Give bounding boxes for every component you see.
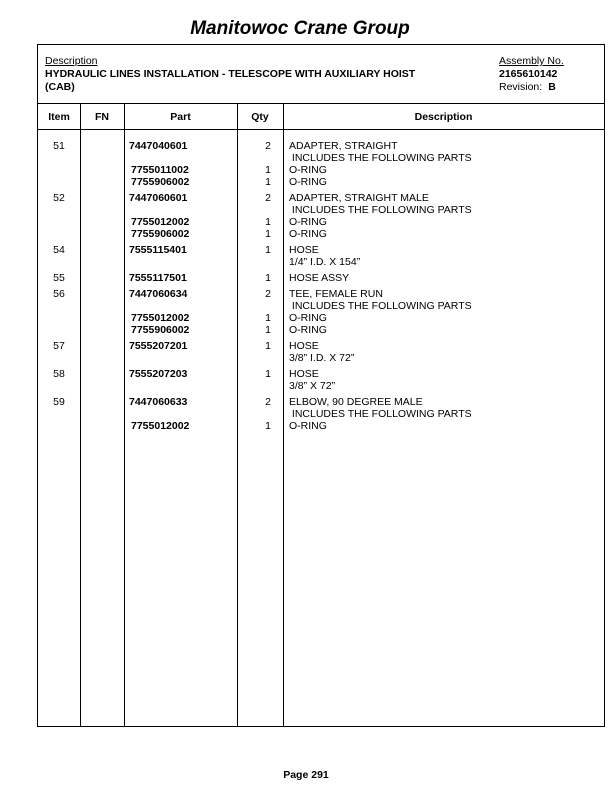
column-header-row: [38, 104, 604, 130]
part-number: 7755906002: [131, 228, 190, 240]
part-description: INCLUDES THE FOLLOWING PARTS: [289, 300, 472, 312]
assembly-description-line-2: (CAB): [45, 81, 75, 93]
revision: [499, 81, 556, 93]
quantity: 1: [265, 324, 271, 336]
assembly-number: 2165610142: [499, 68, 558, 80]
quantity: 1: [265, 176, 271, 188]
part-description: O-RING: [289, 324, 327, 336]
item-number: 52: [53, 192, 65, 204]
part-description: O-RING: [289, 216, 327, 228]
part-description: HOSE ASSY: [289, 272, 350, 284]
part-description: 3/8” X 72”: [289, 380, 336, 392]
revision-value: B: [548, 81, 556, 93]
column-header-item: Item: [48, 111, 70, 123]
part-description: TEE, FEMALE RUN: [289, 288, 383, 300]
document-title: Manitowoc Crane Group: [190, 18, 410, 39]
part-number: 7755011002: [131, 164, 189, 176]
column-header-description: Description: [414, 111, 473, 123]
part-description: HOSE: [289, 244, 319, 256]
table-row: [38, 272, 604, 284]
part-description: O-RING: [289, 312, 327, 324]
part-number: 7447040601: [129, 140, 188, 152]
part-description: INCLUDES THE FOLLOWING PARTS: [289, 204, 472, 216]
part-number: 7755012002: [131, 420, 190, 432]
table-row: [38, 140, 604, 152]
part-description: INCLUDES THE FOLLOWING PARTS: [289, 408, 472, 420]
quantity: 1: [265, 420, 271, 432]
assembly-number-label: Assembly No.: [499, 55, 564, 67]
quantity: 1: [265, 164, 271, 176]
table-row: [38, 244, 604, 256]
table-row: [38, 368, 604, 380]
part-number: 7447060601: [129, 192, 188, 204]
part-number: 7555115401: [129, 244, 187, 256]
part-description: ELBOW, 90 DEGREE MALE: [289, 396, 423, 408]
revision-label: Revision:: [499, 81, 543, 93]
table-row: [38, 164, 604, 176]
table-row: [38, 152, 604, 164]
item-number: 56: [53, 288, 65, 300]
part-description: ADAPTER, STRAIGHT MALE: [289, 192, 429, 204]
quantity: 1: [265, 244, 271, 256]
table-row: [38, 312, 604, 324]
quantity: 2: [265, 140, 271, 152]
column-header-qty: Qty: [251, 111, 269, 123]
part-description: INCLUDES THE FOLLOWING PARTS: [289, 152, 472, 164]
part-number: 7755012002: [131, 312, 190, 324]
part-number: 7755012002: [131, 216, 190, 228]
quantity: 2: [265, 192, 271, 204]
part-description: O-RING: [289, 176, 327, 188]
quantity: 2: [265, 288, 271, 300]
part-description: O-RING: [289, 228, 327, 240]
quantity: 1: [265, 272, 271, 284]
column-header-part: Part: [170, 111, 191, 123]
assembly-description-line-1: HYDRAULIC LINES INSTALLATION - TELESCOPE WITH AUXILIARY HOIST: [45, 68, 416, 80]
table-row: [38, 288, 604, 300]
part-number: 7447060634: [129, 288, 188, 300]
part-number: 7555207201: [129, 340, 188, 352]
table-row: [38, 228, 604, 240]
description-label: Description: [45, 55, 98, 67]
table-row: [38, 300, 604, 312]
table-row: [38, 352, 604, 364]
part-number: 7755906002: [131, 176, 190, 188]
item-number: 59: [53, 396, 65, 408]
table-row: [38, 192, 604, 204]
table-row: [38, 176, 604, 188]
item-number: 55: [53, 272, 65, 284]
part-description: HOSE: [289, 340, 319, 352]
table-row: [38, 340, 604, 352]
page-number: Page 291: [283, 769, 329, 781]
part-number: 7447060633: [129, 396, 188, 408]
part-description: HOSE: [289, 368, 319, 380]
part-number: 7755906002: [131, 324, 190, 336]
part-description: 3/8” I.D. X 72”: [289, 352, 355, 364]
table-row: [38, 380, 604, 392]
parts-list-frame: [37, 44, 605, 727]
item-number: 51: [53, 140, 65, 152]
assembly-header: [38, 45, 604, 104]
quantity: 1: [265, 368, 271, 380]
part-number: 7555207203: [129, 368, 188, 380]
quantity: 1: [265, 312, 271, 324]
table-row: [38, 420, 604, 432]
table-row: [38, 324, 604, 336]
part-number: 7555117501: [129, 272, 187, 284]
item-number: 54: [53, 244, 65, 256]
item-number: 57: [53, 340, 65, 352]
part-description: O-RING: [289, 164, 327, 176]
item-number: 58: [53, 368, 65, 380]
part-description: ADAPTER, STRAIGHT: [289, 140, 398, 152]
quantity: 1: [265, 216, 271, 228]
table-row: [38, 396, 604, 408]
table-row: [38, 408, 604, 420]
quantity: 1: [265, 228, 271, 240]
column-header-fn: FN: [95, 111, 109, 123]
table-row: [38, 216, 604, 228]
part-description: O-RING: [289, 420, 327, 432]
quantity: 1: [265, 340, 271, 352]
table-row: [38, 204, 604, 216]
table-row: [38, 256, 604, 268]
quantity: 2: [265, 396, 271, 408]
part-description: 1/4” I.D. X 154”: [289, 256, 361, 268]
